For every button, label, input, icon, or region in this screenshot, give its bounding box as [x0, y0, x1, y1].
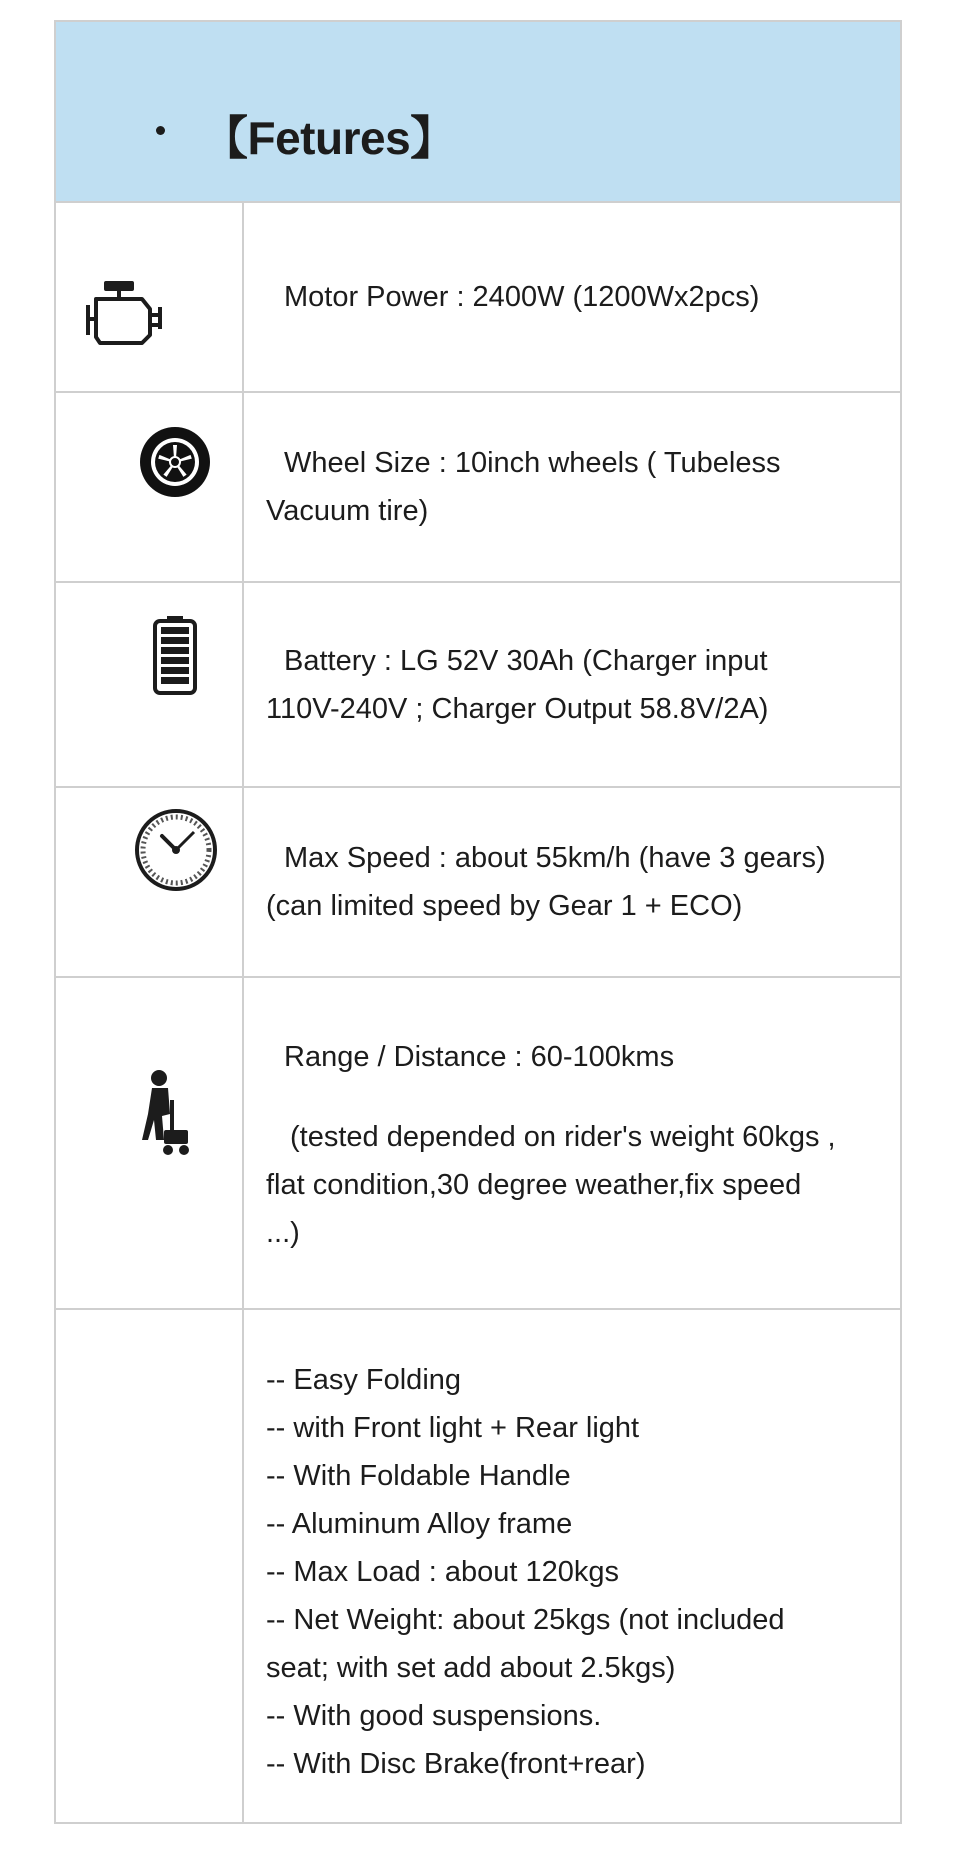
table-row-range — [56, 978, 900, 1310]
feature-line: flat condition,30 degree weather,fix speed — [266, 1169, 802, 1201]
feature-line: 110V-240V ; Charger Output 58.8V/2A) — [266, 692, 769, 725]
icon-cell — [56, 978, 244, 1308]
icon-cell — [56, 1310, 244, 1822]
list-item: -- Net Weight: about 25kgs (not included — [266, 1604, 785, 1636]
icon-cell — [56, 788, 244, 976]
feature-text — [244, 978, 900, 1308]
feature-line: Vacuum tire) — [266, 495, 429, 527]
table-row-wheel — [56, 393, 900, 583]
feature-text — [244, 393, 900, 581]
feature-text — [244, 203, 900, 391]
feature-text — [244, 788, 900, 976]
bullet-point — [156, 126, 165, 135]
table-row-speed — [56, 788, 900, 978]
list-item: -- Aluminum Alloy frame — [266, 1508, 573, 1540]
list-item: -- With Foldable Handle — [266, 1460, 571, 1492]
icon-cell — [56, 203, 244, 391]
icon-cell — [56, 393, 244, 581]
wheel-icon — [138, 425, 212, 499]
table-row-motor — [56, 203, 900, 393]
list-item: -- With good suspensions. — [266, 1700, 602, 1732]
feature-line: Wheel Size : 10inch wheels ( Tubeless — [284, 447, 781, 479]
feature-line: Motor Power : 2400W (1200Wx2pcs) — [284, 281, 760, 313]
list-item: -- Max Load : about 120kgs — [266, 1556, 620, 1588]
features-header — [56, 22, 900, 203]
feature-line: ...) — [266, 1217, 300, 1249]
list-item: -- With Disc Brake(front+rear) — [266, 1748, 646, 1780]
feature-list — [244, 1310, 900, 1822]
icon-cell — [56, 583, 244, 786]
rider-icon — [142, 1070, 190, 1156]
spacer — [266, 1081, 880, 1113]
speedometer-icon — [134, 808, 218, 892]
feature-line: Battery : LG 52V 30Ah (Charger input — [284, 644, 768, 677]
features-title: 【Fetures】 — [202, 112, 456, 164]
features-table — [54, 20, 902, 1824]
feature-line: (tested depended on rider's weight 60kgs , — [290, 1121, 836, 1153]
feature-line: Range / Distance : 60-100kms — [284, 1041, 675, 1073]
list-item: seat; with set add about 2.5kgs) — [266, 1652, 676, 1684]
feature-line: Max Speed : about 55km/h (have 3 gears) — [284, 842, 826, 874]
feature-text — [244, 583, 900, 786]
battery-icon — [152, 615, 198, 695]
table-row-extras — [56, 1310, 900, 1822]
engine-icon — [76, 281, 168, 353]
list-item: -- Easy Folding — [266, 1364, 462, 1396]
table-row-battery — [56, 583, 900, 788]
feature-line: (can limited speed by Gear 1 + ECO) — [266, 890, 743, 922]
list-item: -- with Front light + Rear light — [266, 1412, 640, 1444]
